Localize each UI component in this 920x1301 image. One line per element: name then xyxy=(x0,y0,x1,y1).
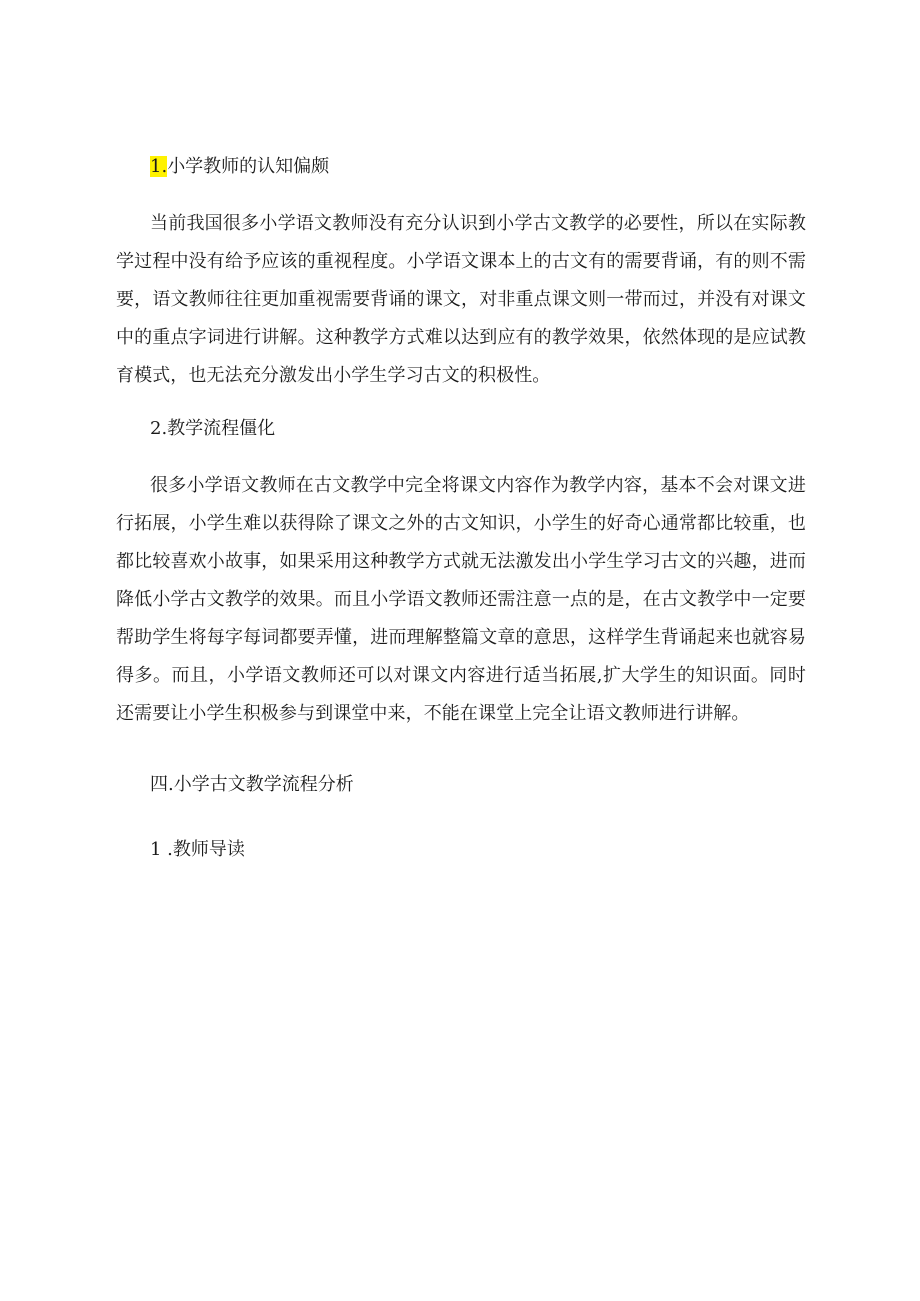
highlighted-section-number: 1. xyxy=(150,156,168,177)
paragraph-rigid-process: 很多小学语文教师在古文教学中完全将课文内容作为教学内容，基本不会对课文进行拓展，小学生难以获得除了课文之外的古文知识，小学生的好奇心通常都比较重，也都比较喜欢小故事，如果采用这种教学方式就无法激发出小学生学习古文的兴趣，进而降低小学古文教学的效果。而且小学语文教师还需注意一点的是，在古文教学中一定要帮助学生将每字每词都要弄懂，进而理解整篇文章的意思，这样学生背诵起来也就容易得多。而且，小学语文教师还可以对课文内容进行适当拓展,扩大学生的知识面。同时还需要让小学生积极参与到课堂中来，不能在课堂上完全让语文教师进行讲解。 xyxy=(116,475,806,724)
section-title: 小学教师的认知偏颇 xyxy=(167,156,330,177)
subsection-heading-teacher-guided-reading: 1 .教师导读 xyxy=(150,839,245,860)
paragraph-cognitive-bias: 当前我国很多小学语文教师没有充分认识到小学古文教学的必要性，所以在实际教学过程中没有给予应该的重视程度。小学语文课本上的古文有的需要背诵，有的则不需要，语文教师往往更加重视需要背诵的课文，对非重点课文则一带而过，并没有对课文中的重点字词进行讲解。这种教学方式难以达到应有的教学效果，依然体现的是应试教育模式，也无法充分激发出小学生学习古文的积极性。 xyxy=(116,213,806,386)
section-heading-rigid-process: 2.教学流程僵化 xyxy=(150,418,276,439)
section-heading-cognitive-bias xyxy=(150,155,329,179)
chapter-heading-process-analysis: 四.小学古文教学流程分析 xyxy=(150,774,354,795)
